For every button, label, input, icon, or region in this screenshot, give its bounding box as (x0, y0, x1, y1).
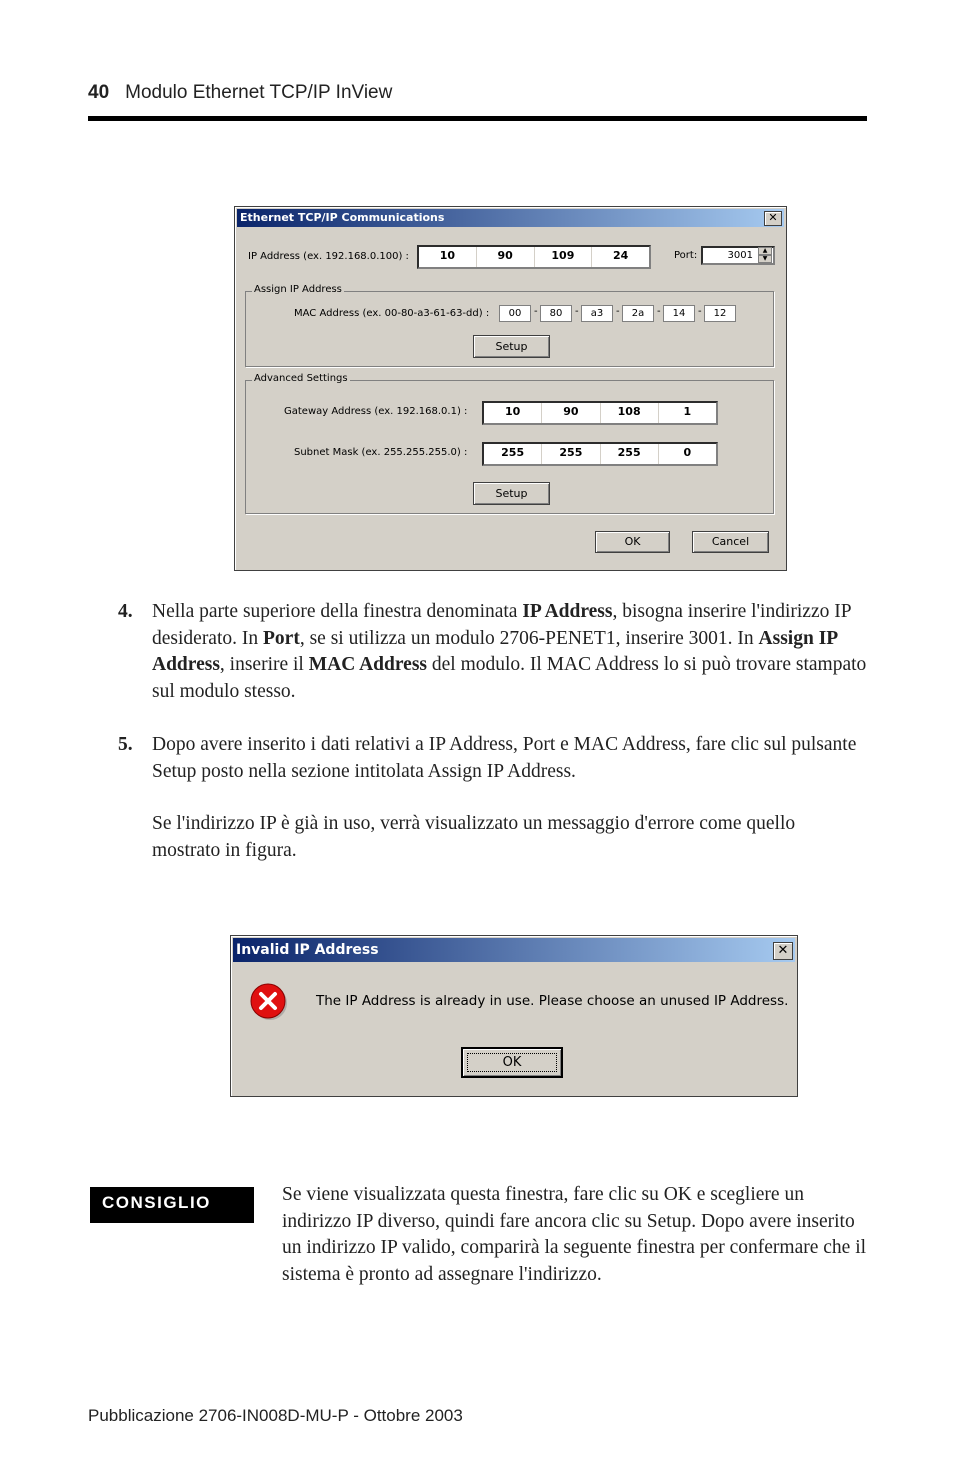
mac-byte-6[interactable]: 12 (704, 305, 736, 322)
ip-octet[interactable]: 24 (612, 249, 629, 262)
advanced-settings-legend: Advanced Settings (254, 373, 348, 384)
gateway-octet[interactable]: 10 (484, 403, 542, 423)
ok-button[interactable]: OK (461, 1047, 563, 1078)
port-label: Port: (674, 250, 698, 261)
error-message: The IP Address is already in use. Please choose an unused IP Address. (316, 993, 789, 1009)
ip-octet[interactable]: 109 (535, 247, 593, 267)
mac-address-label: MAC Address (ex. 00-80-a3-61-63-dd) : (294, 308, 490, 319)
spin-up-icon[interactable]: ▲ (758, 247, 772, 255)
mac-separator: - (534, 306, 538, 317)
setup-assign-button[interactable]: Setup (473, 335, 550, 358)
ethernet-dialog (234, 206, 787, 571)
gateway-octet[interactable]: 90 (542, 403, 600, 423)
page-number: 40 (88, 82, 110, 103)
dialog-title: Invalid IP Address (236, 942, 379, 958)
step-number: 4. (118, 601, 133, 622)
step-text: Dopo avere inserito i dati relativi a IP Address, Port e MAC Address, fare clic sul pulsante Setup posto nella sezione intitolata Assign IP Address. (152, 734, 857, 782)
mac-byte-1[interactable]: 00 (499, 305, 531, 322)
subnet-label: Subnet Mask (ex. 255.255.255.0) : (294, 447, 468, 458)
ip-octet[interactable]: 90 (477, 247, 535, 267)
invalid-ip-dialog (230, 935, 798, 1097)
subnet-octet[interactable]: 255 (542, 444, 600, 464)
close-icon[interactable]: ✕ (764, 211, 782, 226)
port-input[interactable]: 3001 (701, 246, 775, 265)
mac-separator: - (698, 306, 702, 317)
dialog-title-bar (237, 209, 784, 227)
ip-address-field[interactable] (417, 245, 651, 269)
header-rule (88, 116, 867, 121)
subnet-octet[interactable]: 0 (683, 446, 692, 459)
ip-address-label: IP Address (ex. 192.168.0.100) : (248, 251, 409, 262)
subnet-octet[interactable]: 255 (484, 444, 542, 464)
cancel-button[interactable]: Cancel (692, 531, 769, 553)
mac-separator: - (616, 306, 620, 317)
mac-separator: - (657, 306, 661, 317)
gateway-label: Gateway Address (ex. 192.168.0.1) : (284, 406, 468, 417)
header-title: Modulo Ethernet TCP/IP InView (125, 82, 393, 103)
mac-byte-3[interactable]: a3 (581, 305, 613, 322)
setup-advanced-button[interactable]: Setup (473, 482, 550, 505)
port-spinner[interactable] (758, 247, 772, 264)
dialog-title: Ethernet TCP/IP Communications (240, 211, 445, 224)
footer: Pubblicazione 2706-IN008D-MU-P - Ottobre 2003 (88, 1406, 463, 1425)
step-text: Nella parte superiore della finestra denominata IP Address, bisogna inserire l'indirizzo IP desiderato. In Port, se si utilizza un modulo 2706-PENET1, inserire 3001. In Assign IP Address, inserire il MAC Address del modulo. Il MAC Address lo si può trovare stampato sul modulo stesso. (152, 601, 867, 702)
gateway-field[interactable] (482, 401, 718, 425)
error-icon (249, 982, 289, 1022)
tip-label: CONSIGLIO (90, 1187, 254, 1223)
mac-byte-4[interactable]: 2a (622, 305, 654, 322)
page-header (88, 82, 392, 104)
assign-ip-legend: Assign IP Address (254, 284, 342, 295)
mac-separator: - (575, 306, 579, 317)
ip-octet[interactable]: 10 (419, 247, 477, 267)
dialog-title-bar (233, 938, 795, 962)
spin-down-icon[interactable]: ▼ (758, 255, 772, 263)
mac-byte-5[interactable]: 14 (663, 305, 695, 322)
ok-button[interactable]: OK (595, 531, 670, 553)
tip-text: Se viene visualizzata questa finestra, fare clic su OK e scegliere un indirizzo IP diverso, quindi fare ancora clic su Setup. Dopo avere inserito un indirizzo IP valido, comparirà la seguente finestra per confermare che il sistema è pronto ad assegnare l'indirizzo. (282, 1184, 867, 1285)
gateway-octet[interactable]: 1 (683, 405, 692, 418)
subnet-field[interactable] (482, 442, 718, 466)
close-icon[interactable]: ✕ (773, 942, 793, 960)
error-paragraph: Se l'indirizzo IP è già in uso, verrà visualizzato un messaggio d'errore come quello mostrato in figura. (152, 813, 796, 861)
mac-byte-2[interactable]: 80 (540, 305, 572, 322)
subnet-octet[interactable]: 255 (601, 444, 659, 464)
step-number: 5. (118, 734, 133, 755)
advanced-settings-group (245, 373, 774, 514)
assign-ip-group (245, 284, 774, 367)
gateway-octet[interactable]: 108 (601, 403, 659, 423)
